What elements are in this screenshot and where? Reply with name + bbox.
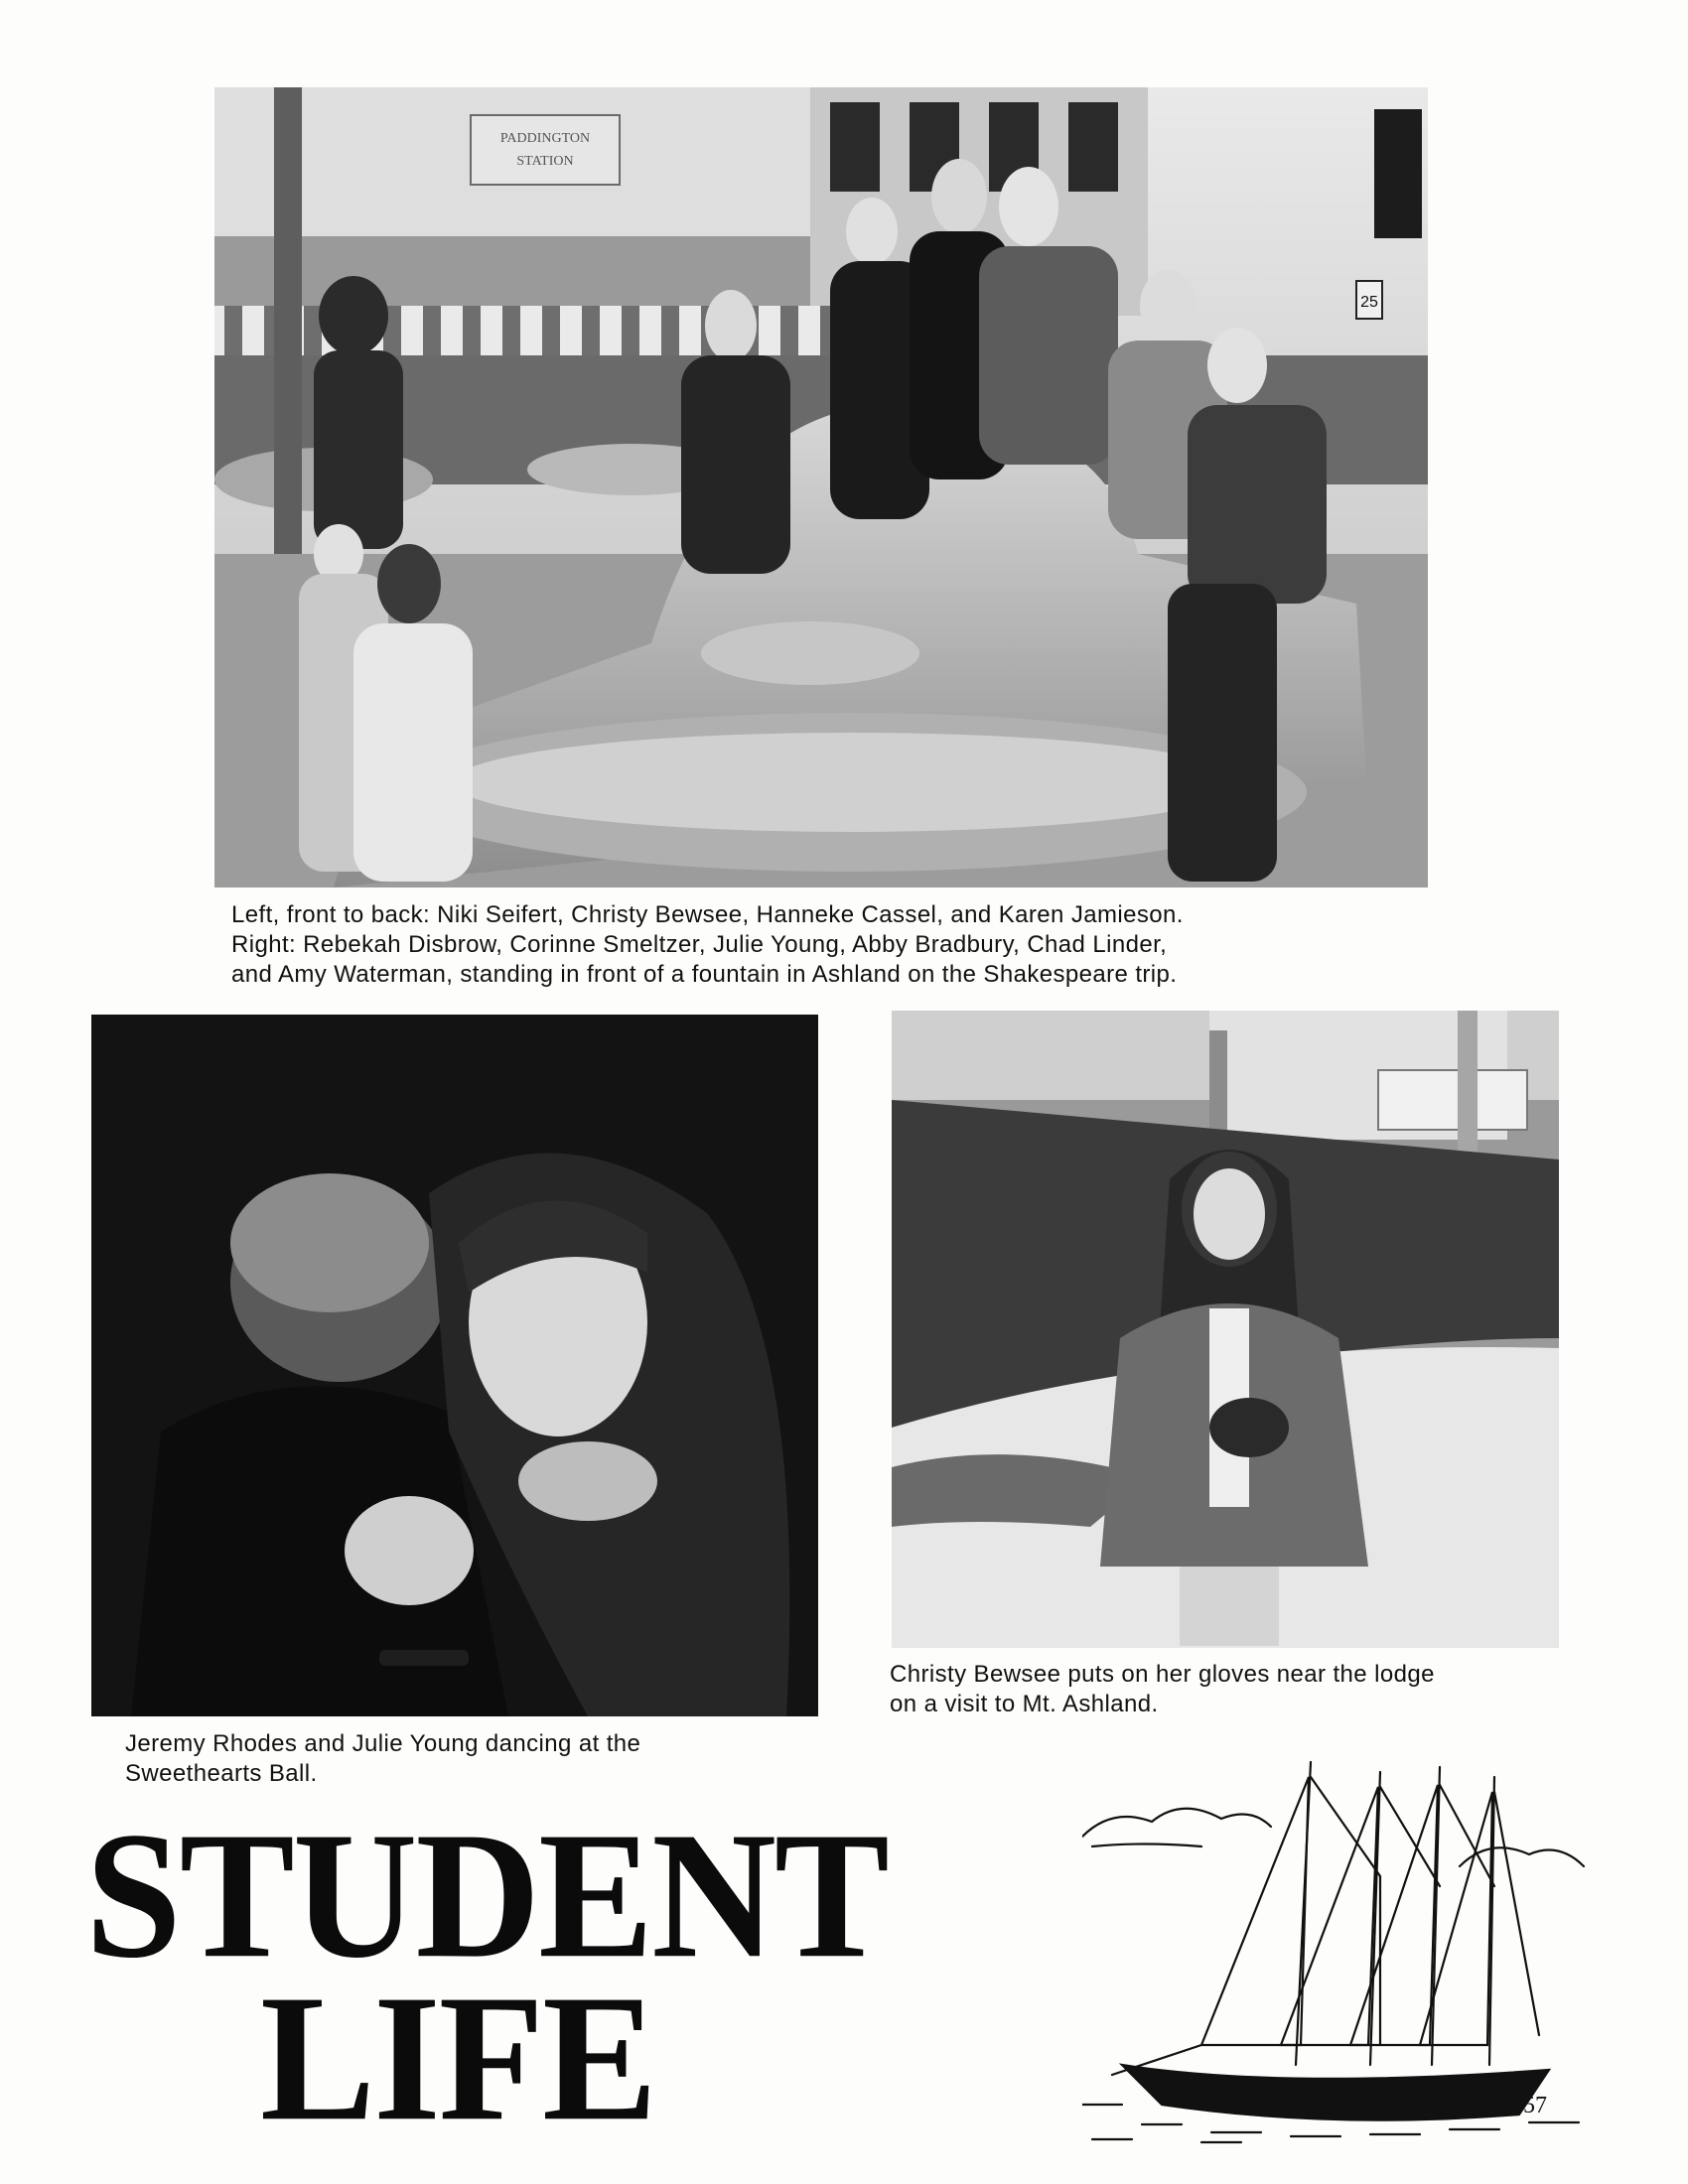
caption-line: Sweethearts Ball. bbox=[125, 1760, 318, 1787]
caption-line: Jeremy Rhodes and Julie Young dancing at the bbox=[125, 1730, 641, 1757]
gloves-photo bbox=[892, 1011, 1559, 1648]
caption-line: Left, front to back: Niki Seifert, Christy Bewsee, Hanneke Cassel, and Karen Jamieson. bbox=[231, 901, 1184, 928]
caption-line: and Amy Waterman, standing in front of a fountain in Ashland on the Shakespeare trip. bbox=[231, 961, 1178, 988]
gloves-photo-caption bbox=[890, 1660, 1605, 1719]
speed-limit-value: 25 bbox=[1360, 294, 1378, 311]
storefront-sign-line2: STATION bbox=[516, 154, 574, 169]
storefront-sign-line1: PADDINGTON bbox=[499, 131, 591, 146]
section-title-line2: LIFE bbox=[260, 1957, 656, 2159]
section-title-line1: STUDENT bbox=[85, 1794, 888, 1996]
caption-line: Christy Bewsee puts on her gloves near the lodge bbox=[890, 1661, 1435, 1688]
fountain-photo-caption bbox=[231, 900, 1443, 990]
caption-line: Right: Rebekah Disbrow, Corinne Smeltzer, Julie Young, Abby Bradbury, Chad Linder, bbox=[231, 931, 1168, 958]
storefront-sign bbox=[471, 115, 620, 185]
fountain-group-photo bbox=[214, 87, 1428, 887]
dancing-photo-caption bbox=[125, 1729, 820, 1789]
page-number: 57 bbox=[1523, 2093, 1547, 2118]
caption-line: on a visit to Mt. Ashland. bbox=[890, 1691, 1159, 1717]
dancing-photo bbox=[91, 1015, 818, 1716]
sailing-ship-illustration bbox=[1082, 1747, 1589, 2144]
